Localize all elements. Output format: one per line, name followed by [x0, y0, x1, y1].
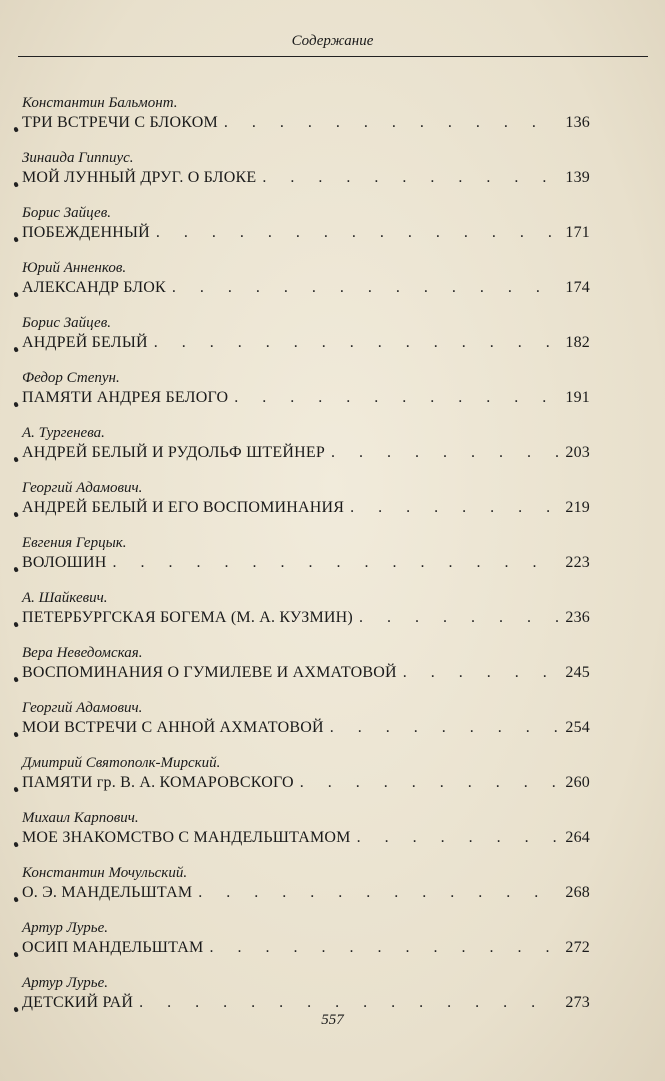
dot-leader: [350, 499, 559, 517]
toc-title: ВОСПОМИНАНИЯ О ГУМИЛЕВЕ И АХМАТОВОЙ: [22, 664, 397, 681]
toc-page-number: 174: [565, 279, 590, 296]
toc-author: Артур Лурье.: [22, 975, 108, 991]
toc-entry: [22, 699, 590, 754]
toc-title-line: [22, 389, 590, 411]
toc-title: МОЕ ЗНАКОМСТВО С МАНДЕЛЬШТАМОМ: [22, 829, 351, 846]
toc-title-line: [22, 829, 590, 851]
toc-title: АНДРЕЙ БЕЛЫЙ: [22, 334, 148, 351]
dot-leader: [154, 334, 560, 352]
toc-page-number: 236: [565, 609, 590, 626]
dot-leader: [359, 609, 559, 627]
toc-title: ПАМЯТИ АНДРЕЯ БЕЛОГО: [22, 389, 229, 406]
ink-mark: [13, 896, 19, 902]
dot-leader: [224, 114, 560, 132]
toc-author: Георгий Адамович.: [22, 700, 143, 716]
toc-entry: [22, 259, 590, 314]
toc-page-number: 260: [565, 774, 590, 791]
toc-page-number: 264: [565, 829, 590, 846]
toc-entry: [22, 644, 590, 699]
toc-page-number: 245: [565, 664, 590, 681]
toc-entry: [22, 534, 590, 589]
toc-title: О. Э. МАНДЕЛЬШТАМ: [22, 884, 193, 901]
toc-author: А. Тургенева.: [22, 425, 105, 441]
toc-title: ОСИП МАНДЕЛЬШТАМ: [22, 939, 204, 956]
toc-author: Евгения Герцык.: [22, 535, 127, 551]
dot-leader: [156, 224, 559, 242]
ink-mark: [13, 346, 19, 352]
ink-mark: [13, 786, 19, 792]
toc-page-number: 203: [565, 444, 590, 461]
toc-entry: [22, 204, 590, 259]
ink-mark: [13, 236, 19, 242]
toc-title: АНДРЕЙ БЕЛЫЙ И РУДОЛЬФ ШТЕЙНЕР: [22, 444, 325, 461]
toc-entry: [22, 919, 590, 974]
toc-page-number: 223: [565, 554, 590, 571]
toc-title-line: [22, 939, 590, 961]
toc-title: ДЕТСКИЙ РАЙ: [22, 994, 134, 1011]
toc-title: ПАМЯТИ гр. В. А. КОМАРОВСКОГО: [22, 774, 294, 791]
toc-title-line: [22, 444, 590, 466]
toc-page-number: 171: [565, 224, 590, 241]
toc-title-line: [22, 774, 590, 796]
toc-title: МОИ ВСТРЕЧИ С АННОЙ АХМАТОВОЙ: [22, 719, 324, 736]
dot-leader: [330, 719, 560, 737]
running-header: Содержание: [291, 33, 374, 49]
ink-mark: [13, 676, 19, 682]
ink-mark: [13, 951, 19, 957]
toc-entry: [22, 94, 590, 149]
toc-title: АЛЕКСАНДР БЛОК: [22, 279, 166, 296]
toc-page-number: 182: [565, 334, 590, 351]
dot-leader: [331, 444, 559, 462]
ink-mark: [13, 181, 19, 187]
dot-leader: [300, 774, 560, 792]
dot-leader: [262, 169, 559, 187]
toc-entry: [22, 809, 590, 864]
toc-author: Дмитрий Святополк-Мирский.: [22, 755, 221, 771]
dot-leader: [172, 279, 559, 297]
toc-author: Зинаида Гиппиус.: [22, 150, 134, 166]
toc-page-number: 136: [565, 114, 590, 131]
toc-page-number: 268: [565, 884, 590, 901]
ink-mark: [13, 456, 19, 462]
ink-mark: [13, 731, 19, 737]
ink-mark: [13, 841, 19, 847]
ink-mark: [13, 401, 19, 407]
toc-title: ВОЛОШИН: [22, 554, 107, 571]
toc-title-line: [22, 169, 590, 191]
toc-entry: [22, 754, 590, 809]
dot-leader: [139, 994, 559, 1012]
toc-title: ПЕТЕРБУРГСКАЯ БОГЕМА (М. А. КУЗМИН): [22, 609, 353, 626]
toc-author: А. Шайкевич.: [22, 590, 108, 606]
ink-mark: [13, 126, 19, 132]
dot-leader: [113, 554, 560, 572]
toc-entry: [22, 369, 590, 424]
toc-page-number: 219: [565, 499, 590, 516]
toc-page-number: 139: [565, 169, 590, 186]
page-number: 557: [321, 1012, 344, 1028]
toc-title-line: [22, 719, 590, 741]
toc-title-line: [22, 114, 590, 136]
toc-entry: [22, 424, 590, 479]
ink-mark: [13, 566, 19, 572]
header-rule: [18, 56, 648, 57]
toc-title-line: [22, 334, 590, 356]
toc-title: ТРИ ВСТРЕЧИ С БЛОКОМ: [22, 114, 218, 131]
toc-title-line: [22, 224, 590, 246]
toc-title: ПОБЕЖДЕННЫЙ: [22, 224, 150, 241]
dot-leader: [357, 829, 560, 847]
dot-leader: [198, 884, 559, 902]
toc-title-line: [22, 279, 590, 301]
toc-author: Артур Лурье.: [22, 920, 108, 936]
toc-title-line: [22, 664, 590, 686]
toc-entry: [22, 314, 590, 369]
toc-entry: [22, 589, 590, 644]
toc-author: Константин Бальмонт.: [22, 95, 178, 111]
toc-entry: [22, 864, 590, 919]
toc-author: Борис Зайцев.: [22, 205, 111, 221]
ink-mark: [13, 621, 19, 627]
toc-page-number: 254: [565, 719, 590, 736]
ink-mark: [13, 291, 19, 297]
dot-leader: [209, 939, 559, 957]
toc-title: АНДРЕЙ БЕЛЫЙ И ЕГО ВОСПОМИНАНИЯ: [22, 499, 345, 516]
ink-mark: [13, 511, 19, 517]
toc-author: Юрий Анненков.: [22, 260, 127, 276]
toc-page-number: 191: [565, 389, 590, 406]
toc-author: Вера Неведомская.: [22, 645, 143, 661]
toc-author: Георгий Адамович.: [22, 480, 143, 496]
toc-author: Борис Зайцев.: [22, 315, 111, 331]
toc-title-line: [22, 609, 590, 631]
toc-title: МОЙ ЛУННЫЙ ДРУГ. О БЛОКЕ: [22, 169, 257, 186]
toc-entry: [22, 479, 590, 534]
toc-title-line: [22, 554, 590, 576]
dot-leader: [403, 664, 560, 682]
table-of-contents: [22, 94, 590, 1029]
toc-title-line: [22, 884, 590, 906]
toc-page-number: 273: [565, 994, 590, 1011]
toc-author: Федор Степун.: [22, 370, 120, 386]
toc-author: Михаил Карпович.: [22, 810, 139, 826]
toc-author: Константин Мочульский.: [22, 865, 188, 881]
dot-leader: [234, 389, 559, 407]
toc-title-line: [22, 499, 590, 521]
toc-entry: [22, 149, 590, 204]
toc-page-number: 272: [565, 939, 590, 956]
